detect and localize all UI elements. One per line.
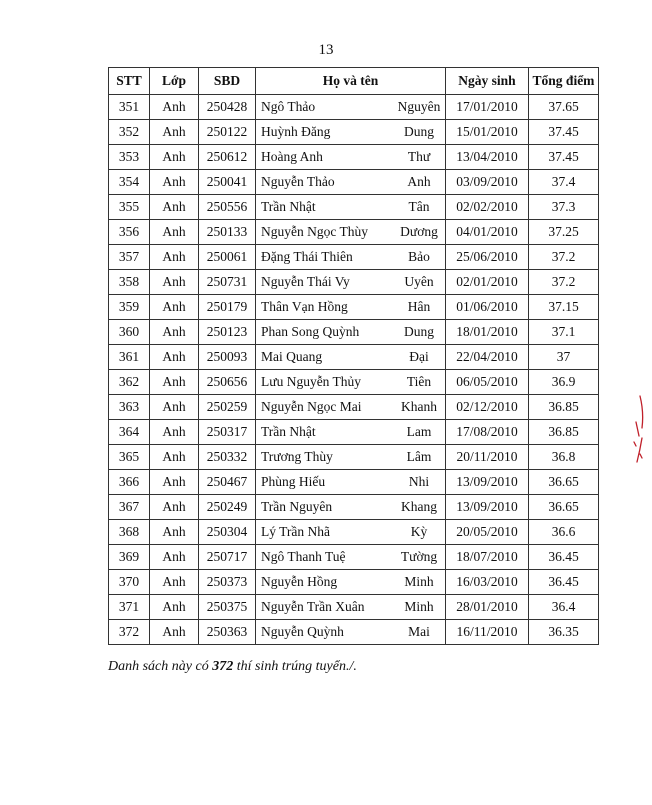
cell-ngaysinh: 18/01/2010	[446, 320, 529, 345]
cell-ho: Nguyễn Ngọc Mai	[256, 395, 394, 420]
cell-diem: 37.25	[529, 220, 599, 245]
cell-ten: Hân	[393, 295, 446, 320]
cell-lop: Anh	[150, 445, 199, 470]
header-lop: Lớp	[150, 68, 199, 95]
table-row	[109, 470, 599, 495]
cell-sbd: 250332	[199, 445, 256, 470]
cell-lop: Anh	[150, 245, 199, 270]
cell-diem: 36.65	[529, 495, 599, 520]
cell-ho: Phan Song Quỳnh	[256, 320, 394, 345]
table-row	[109, 545, 599, 570]
footer-suffix: thí sinh trúng tuyển./.	[233, 659, 357, 674]
cell-ten: Bảo	[393, 245, 446, 270]
cell-diem: 37.2	[529, 270, 599, 295]
cell-stt: 362	[109, 370, 150, 395]
cell-diem: 36.45	[529, 545, 599, 570]
cell-sbd: 250363	[199, 620, 256, 645]
table-row	[109, 195, 599, 220]
table-row	[109, 270, 599, 295]
cell-diem: 37.45	[529, 120, 599, 145]
cell-stt: 372	[109, 620, 150, 645]
cell-ngaysinh: 15/01/2010	[446, 120, 529, 145]
cell-sbd: 250179	[199, 295, 256, 320]
cell-ten: Minh	[393, 570, 446, 595]
cell-sbd: 250259	[199, 395, 256, 420]
cell-ngaysinh: 02/02/2010	[446, 195, 529, 220]
cell-lop: Anh	[150, 545, 199, 570]
cell-ten: Dương	[393, 220, 446, 245]
cell-ten: Thư	[393, 145, 446, 170]
cell-ho: Nguyễn Thái Vy	[256, 270, 394, 295]
cell-ngaysinh: 13/04/2010	[446, 145, 529, 170]
cell-ngaysinh: 16/03/2010	[446, 570, 529, 595]
table-row	[109, 420, 599, 445]
cell-diem: 36.85	[529, 395, 599, 420]
header-hoten: Họ và tên	[256, 68, 446, 95]
cell-stt: 363	[109, 395, 150, 420]
cell-ho: Hoàng Anh	[256, 145, 394, 170]
cell-lop: Anh	[150, 320, 199, 345]
cell-diem: 37.2	[529, 245, 599, 270]
table-row	[109, 95, 599, 120]
cell-sbd: 250373	[199, 570, 256, 595]
table-row	[109, 495, 599, 520]
cell-sbd: 250304	[199, 520, 256, 545]
cell-sbd: 250122	[199, 120, 256, 145]
cell-sbd: 250093	[199, 345, 256, 370]
cell-ngaysinh: 20/11/2010	[446, 445, 529, 470]
cell-stt: 361	[109, 345, 150, 370]
table-row	[109, 320, 599, 345]
cell-stt: 353	[109, 145, 150, 170]
cell-ten: Lâm	[393, 445, 446, 470]
cell-ten: Tiên	[393, 370, 446, 395]
table-body	[109, 95, 599, 645]
cell-lop: Anh	[150, 295, 199, 320]
cell-lop: Anh	[150, 570, 199, 595]
cell-lop: Anh	[150, 220, 199, 245]
cell-lop: Anh	[150, 345, 199, 370]
cell-diem: 37	[529, 345, 599, 370]
cell-lop: Anh	[150, 470, 199, 495]
cell-ten: Khanh	[393, 395, 446, 420]
table-row	[109, 295, 599, 320]
cell-stt: 371	[109, 595, 150, 620]
cell-lop: Anh	[150, 95, 199, 120]
cell-diem: 36.35	[529, 620, 599, 645]
cell-ten: Dung	[393, 120, 446, 145]
cell-sbd: 250428	[199, 95, 256, 120]
cell-lop: Anh	[150, 420, 199, 445]
cell-diem: 36.45	[529, 570, 599, 595]
footer-note	[108, 659, 357, 675]
cell-ho: Lý Trần Nhã	[256, 520, 394, 545]
cell-sbd: 250041	[199, 170, 256, 195]
cell-sbd: 250133	[199, 220, 256, 245]
cell-diem: 37.4	[529, 170, 599, 195]
cell-ho: Ngô Thanh Tuệ	[256, 545, 394, 570]
red-stamp-edge	[630, 392, 646, 472]
cell-ngaysinh: 02/01/2010	[446, 270, 529, 295]
table-row	[109, 245, 599, 270]
cell-ho: Trần Nhật	[256, 420, 394, 445]
cell-lop: Anh	[150, 370, 199, 395]
cell-stt: 359	[109, 295, 150, 320]
cell-stt: 355	[109, 195, 150, 220]
cell-ngaysinh: 13/09/2010	[446, 495, 529, 520]
cell-ho: Nguyễn Hồng	[256, 570, 394, 595]
cell-ho: Mai Quang	[256, 345, 394, 370]
cell-sbd: 250375	[199, 595, 256, 620]
cell-ho: Đặng Thái Thiên	[256, 245, 394, 270]
cell-ten: Nhi	[393, 470, 446, 495]
cell-stt: 356	[109, 220, 150, 245]
cell-lop: Anh	[150, 395, 199, 420]
cell-diem: 36.4	[529, 595, 599, 620]
cell-ngaysinh: 25/06/2010	[446, 245, 529, 270]
cell-ten: Lam	[393, 420, 446, 445]
cell-stt: 351	[109, 95, 150, 120]
cell-ten: Tân	[393, 195, 446, 220]
cell-sbd: 250717	[199, 545, 256, 570]
cell-ten: Minh	[393, 595, 446, 620]
cell-sbd: 250731	[199, 270, 256, 295]
cell-lop: Anh	[150, 620, 199, 645]
cell-lop: Anh	[150, 170, 199, 195]
cell-ngaysinh: 28/01/2010	[446, 595, 529, 620]
cell-diem: 37.1	[529, 320, 599, 345]
cell-diem: 37.15	[529, 295, 599, 320]
cell-lop: Anh	[150, 495, 199, 520]
cell-ten: Tường	[393, 545, 446, 570]
footer-prefix: Danh sách này có	[108, 659, 213, 674]
cell-sbd: 250467	[199, 470, 256, 495]
cell-stt: 358	[109, 270, 150, 295]
cell-ten: Khang	[393, 495, 446, 520]
cell-diem: 36.9	[529, 370, 599, 395]
table-row	[109, 595, 599, 620]
cell-ten: Nguyên	[393, 95, 446, 120]
cell-ngaysinh: 02/12/2010	[446, 395, 529, 420]
cell-ngaysinh: 01/06/2010	[446, 295, 529, 320]
cell-ten: Kỳ	[393, 520, 446, 545]
cell-ten: Mai	[393, 620, 446, 645]
cell-ngaysinh: 06/05/2010	[446, 370, 529, 395]
cell-ho: Huỳnh Đăng	[256, 120, 394, 145]
table-row	[109, 145, 599, 170]
cell-ten: Đại	[393, 345, 446, 370]
table-row	[109, 170, 599, 195]
cell-diem: 37.45	[529, 145, 599, 170]
cell-ten: Dung	[393, 320, 446, 345]
cell-ngaysinh: 04/01/2010	[446, 220, 529, 245]
cell-ngaysinh: 18/07/2010	[446, 545, 529, 570]
cell-diem: 36.85	[529, 420, 599, 445]
table-row	[109, 370, 599, 395]
table-header-row	[109, 68, 599, 95]
table-row	[109, 395, 599, 420]
cell-stt: 369	[109, 545, 150, 570]
cell-ho: Nguyễn Quỳnh	[256, 620, 394, 645]
cell-ho: Nguyễn Trần Xuân	[256, 595, 394, 620]
cell-ho: Lưu Nguyễn Thủy	[256, 370, 394, 395]
cell-ho: Nguyễn Ngọc Thùy	[256, 220, 394, 245]
cell-diem: 37.65	[529, 95, 599, 120]
cell-ho: Phùng Hiếu	[256, 470, 394, 495]
table-row	[109, 520, 599, 545]
admission-results-table	[108, 67, 599, 645]
cell-sbd: 250249	[199, 495, 256, 520]
table-row	[109, 620, 599, 645]
cell-sbd: 250317	[199, 420, 256, 445]
cell-stt: 352	[109, 120, 150, 145]
cell-ho: Ngô Thảo	[256, 95, 394, 120]
table-row	[109, 220, 599, 245]
cell-diem: 36.6	[529, 520, 599, 545]
cell-ho: Trần Nhật	[256, 195, 394, 220]
header-tongdiem: Tổng điểm	[529, 68, 599, 95]
cell-sbd: 250556	[199, 195, 256, 220]
cell-stt: 354	[109, 170, 150, 195]
cell-diem: 37.3	[529, 195, 599, 220]
cell-ho: Thân Vạn Hồng	[256, 295, 394, 320]
cell-lop: Anh	[150, 595, 199, 620]
cell-ngaysinh: 17/01/2010	[446, 95, 529, 120]
cell-lop: Anh	[150, 520, 199, 545]
table-row	[109, 345, 599, 370]
cell-lop: Anh	[150, 120, 199, 145]
cell-lop: Anh	[150, 270, 199, 295]
cell-stt: 364	[109, 420, 150, 445]
cell-ten: Uyên	[393, 270, 446, 295]
footer-count: 372	[212, 659, 234, 674]
cell-ho: Nguyễn Thảo	[256, 170, 394, 195]
cell-stt: 357	[109, 245, 150, 270]
cell-diem: 36.8	[529, 445, 599, 470]
cell-stt: 365	[109, 445, 150, 470]
cell-ten: Anh	[393, 170, 446, 195]
cell-ngaysinh: 20/05/2010	[446, 520, 529, 545]
cell-stt: 368	[109, 520, 150, 545]
cell-ngaysinh: 03/09/2010	[446, 170, 529, 195]
cell-stt: 370	[109, 570, 150, 595]
table-row	[109, 570, 599, 595]
cell-sbd: 250612	[199, 145, 256, 170]
cell-ngaysinh: 17/08/2010	[446, 420, 529, 445]
cell-stt: 360	[109, 320, 150, 345]
cell-stt: 367	[109, 495, 150, 520]
cell-lop: Anh	[150, 145, 199, 170]
cell-lop: Anh	[150, 195, 199, 220]
page-number: 13	[318, 42, 334, 58]
cell-sbd: 250123	[199, 320, 256, 345]
cell-stt: 366	[109, 470, 150, 495]
header-stt: STT	[109, 68, 150, 95]
cell-diem: 36.65	[529, 470, 599, 495]
cell-ngaysinh: 22/04/2010	[446, 345, 529, 370]
table-row	[109, 445, 599, 470]
cell-ngaysinh: 13/09/2010	[446, 470, 529, 495]
header-ngaysinh: Ngày sinh	[446, 68, 529, 95]
cell-sbd: 250656	[199, 370, 256, 395]
cell-ho: Trương Thùy	[256, 445, 394, 470]
cell-ho: Trần Nguyên	[256, 495, 394, 520]
cell-sbd: 250061	[199, 245, 256, 270]
table-row	[109, 120, 599, 145]
cell-ngaysinh: 16/11/2010	[446, 620, 529, 645]
header-sbd: SBD	[199, 68, 256, 95]
